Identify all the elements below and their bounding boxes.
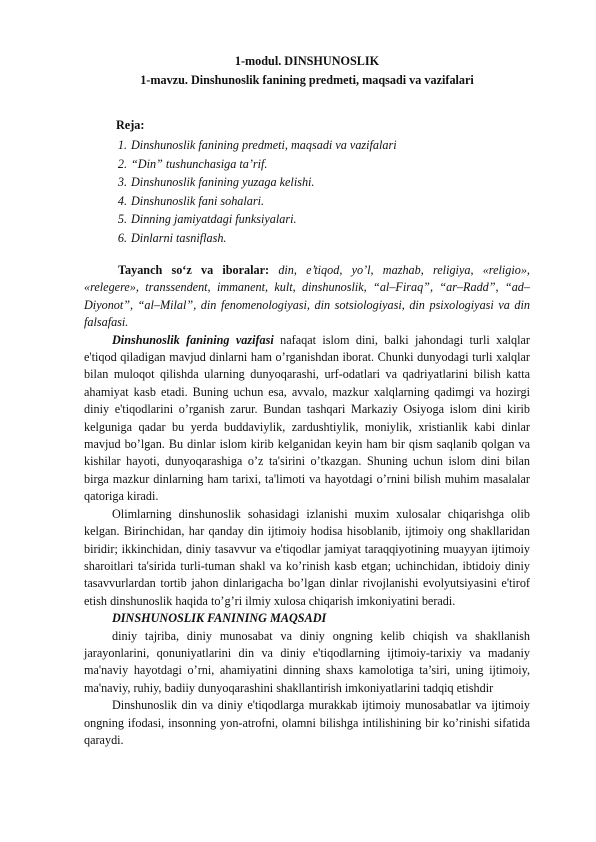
paragraph-maqsad: diniy tajriba, diniy munosabat va diniy ongning kelib chiqish va shakllanish jarayonlarini, qonuniyatlarini din va diniy e'tiqodlarning ijtimoiy-tarixiy va madaniy ma'naviy hayotdagi o’rni, ahamiyatini dinning shaxs kamolotiga ta’siri, uning ijtimoiy, ma'naviy, ruhiy, badiiy dunyoqarashini shakllantirish imkoniyatlarini tadqiq etishdir [84, 628, 530, 695]
plan-item-number: 6. [117, 230, 127, 245]
topic-title: 1-mavzu. Dinshunoslik fanining predmeti, maqsadi va vazifalari [140, 73, 474, 87]
plan-item-text: “Din” tushunchasiga ta’rif. [131, 156, 268, 171]
plan-item [105, 192, 397, 211]
keywords-list: din, e’tiqod, yo’l, mazhab, religiya, «religio», «relegere», transsendent, immanent, kult, dinshunoslik, “al–Firaq”, “ar–Radd”, “ad–Diyonot”, “al–Milal”, din fenomenologiyasi, din sotsiologiyasi, din psixologiyasi va din falsafasi. [84, 263, 530, 330]
plan-list [105, 136, 397, 248]
paragraph-olimlar: Olimlarning dinshunoslik sohasidagi izlanishi muxim xulosalar chiqarishga olib kelgan. Birinchidan, har qanday din ijtimoiy hodisa hisoblanib, ijtimoiy ong shakllaridan biridir; ikkinchidan, diniy tasavvur va e'tiqodlar jamiyat taraqqiyotining muayyan ijtimoiy sharoitlari ta'sirida turli-tuman shakl va ko’rinish kasb etgan; uchinchidan, ibtidoiy diniy tasavvurlardan tortib jahon dinlarigacha bo’lgan dinlar rivojlanishi evolyutsiyasini e'tirof etish dinshunoslik haqida to’g’ri ilmiy xulosa chiqarish imkoniyatini beradi. [84, 506, 530, 608]
keywords-paragraph [84, 262, 530, 332]
plan-item [105, 136, 397, 155]
plan-item-text: Dinshunoslik fanining yuzaga kelishi. [131, 175, 315, 190]
plan-item [105, 173, 397, 192]
module-title: 1-modul. DINSHUNOSLIK [234, 54, 380, 68]
paragraph-text: nafaqat islom dini, balki jahondagi turli xalqlar e'tiqod qiladigan mavjud dinlarni ham o’rganishdan iborat. Chunki dunyodagi turli xalqlar bilan muloqot qilishda ularning dunyoqarashi, urf-odatlari va qadriyatlarini bilish katta ahamiyat kasb etadi. Buning uchun esa, avvalo, mazkur xalqlarning qadimgi va hozirgi diniy e'tiqodlarini o’rganish zarur. Bundan tashqari Markaziy Osiyoga islom dini kirib kelguniga qadar bu yerda buddaviylik, zardushtiylik, moniylik, xristianlik kabi dinlar mavjud bo’lgan. Bu dinlar islom kirib kelganidan keyin ham bir qism saqlanib qolgan va kishilar hayoti, dunyoqarashiga o’z ta'sirini o’tkazgan. Shuning uchun islom dini bilan birga mazkur dinlarning ham tarixi, ta'limoti va hayotdagi o’rnini bilish muhim masalalar qatoriga kiradi. [84, 332, 530, 504]
plan-item-text: Dinshunoslik fanining predmeti, maqsadi va vazifalari [131, 138, 397, 152]
body-text [84, 262, 530, 749]
section-heading: DINSHUNOSLIK FANINING MAQSADI [112, 611, 327, 626]
plan-item-number: 5. [117, 212, 127, 227]
plan-item [105, 155, 397, 174]
plan-item-number: 1. [117, 138, 127, 152]
paragraph-dinshunoslik: Dinshunoslik din va diniy e'tiqodlarga murakkab ijtimoiy munosabatlar va ijtimoiy ongning ifodasi, insonning yon-atrofni, olamni bilishga intilishining bir ko’rinishi sifatida qaraydi. [84, 698, 530, 747]
plan-item [105, 210, 397, 229]
paragraph-lead-term: Dinshunoslik fanining vazifasi [112, 332, 274, 347]
plan-item [105, 229, 397, 248]
plan-item-text: Dinlarni tasniflash. [131, 230, 227, 245]
plan-item-text: Dinning jamiyatdagi funksiyalari. [131, 212, 297, 227]
plan-heading: Reja: [116, 118, 145, 132]
keywords-lead: Tayanch so‘z va iboralar: [118, 263, 270, 277]
paragraph-vazifasi [84, 332, 530, 506]
plan-item-number: 4. [117, 193, 127, 208]
plan-item-number: 2. [117, 156, 127, 171]
plan-item-number: 3. [117, 175, 127, 190]
plan-item-text: Dinshunoslik fani sohalari. [131, 193, 265, 208]
